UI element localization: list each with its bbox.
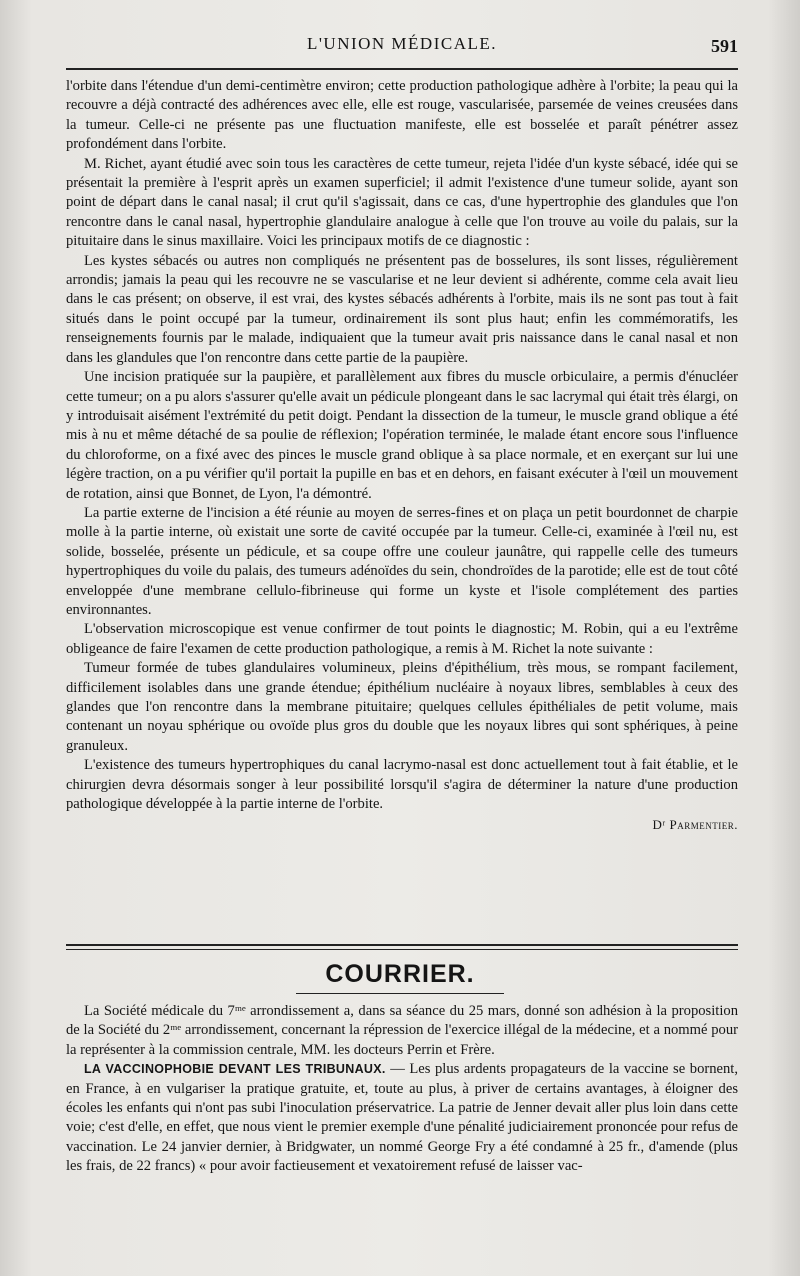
article-paragraph-5: La partie externe de l'incision a été réunie au moyen de serres-fines et on plaça un petit bourdonnet de charpie molle à la partie interne, où existait une sorte de cavité occupée par la tumeur. Celle-ci, examinée à l'œil nu, est solide, bosselée, présente un pédicule, et sa coupe offre une couleur jaunâtre, qui rappelle celle des tumeurs hypertrophiques du voile du palais, des tumeurs adénoïdes du sein, chondroïdes de la parotide; elle est de tout côté enveloppée d'une membrane cellulo-fibrineuse qui forme un kyste et l'isole complétement des parties environnantes. [66,504,738,618]
page-number: 591 [711,36,738,56]
article-paragraph-3: Les kystes sébacés ou autres non compliqués ne présentent pas de bosselures, ils sont lisses, régulièrement arrondis; jamais la peau qui les recouvre ne se vascularise et ne leur devient si adhérente, comme cela avait lieu dans le cas présent; on observe, il est vrai, des kystes sébacés adhérents à l'orbite, mais ils ne sont pas tout à fait situés dans le point occupé par la tumeur, ordinairement ils sont plus haut; enfin les commémoratifs, les renseignements fournis par le malade, indiquaient que la tumeur avait pris naissance dans le canal nasal et non dans les glandules que l'on rencontre dans cette partie de la paupière. [66,252,738,366]
journal-title: L'UNION MÉDICALE. [306,34,498,53]
section-title: COURRIER. [325,960,475,988]
courrier-paragraph-2-text: — Les plus ardents propagateurs de la vaccine se bornent, en France, à en vulgariser la pratique gratuite, et, toute au plus, à priver de certains avantages, à éloigner des écoles les enfants qui n'ont pas subi l'inoculation préservatrice. La patrie de Jenner devait aller plus loin dans cette voie; c'est d'elle, en effet, que nous vient le premier exemple d'une pénalité judiciairement prononcée pour refus de vaccination. Le 24 janvier dernier, à Bridgwater, un nommé George Fry a été condamné à 25 fr., d'amende (plus les frais, de 22 francs) « pour avoir factieusement et vexatoirement refusé de laisser vac- [66,1061,738,1175]
courrier-lead-heading: LA VACCINOPHOBIE DEVANT LES TRIBUNAUX. [84,1062,386,1077]
article-paragraph-8: L'existence des tumeurs hypertrophiques du canal lacrymo-nasal est donc actuellement tout à fait établie, et le chirurgien devra désormais songer à leur possibilité lorsqu'il s'agira de déterminer la nature d'une production pathologique développée à la partie interne de l'orbite. [66,757,738,813]
article-paragraph-1: l'orbite dans l'étendue d'un demi-centimètre environ; cette production pathologique adhère à l'orbite; la peau qui la recouvre a déjà contracté des adhérences avec elle, elle est rouge, vascularisée, parsemée de veines creusées dans la tumeur. Celle-ci ne présente pas une fluctuation manifeste, elle est bosselée et paraît pénétrer assez profondément dans l'orbite. [66,78,738,153]
title-underline [296,993,504,994]
article-body [66,77,738,835]
section-double-rule [66,944,738,950]
microscopy-note: Tumeur formée de tubes glandulaires volumineux, pleins d'épithélium, très mous, se rompant facilement, difficilement isolables dans une grande étendue; épithélium nucléaire à noyaux libres, semblables à ceux des glandes que l'on rencontre dans la membrane pituitaire; quelques cellules épithéliales de petit volume, mais contenant un noyau sphérique ou ovoïde plus gros du double que les noyaux libres qui sont sphériques, à peine granuleux. [66,660,738,754]
article-paragraph-4: Une incision pratiquée sur la paupière, et parallèlement aux fibres du muscle orbiculaire, a permis d'énucléer cette tumeur; on a pu alors s'assurer qu'elle avait un pédicule plongeant dans le sac lacrymal qui était très élargi, on y introduisait aisément l'extrémité du petit doigt. Pendant la dissection de la tumeur, le muscle grand oblique a été mis à nu et même détaché de sa poulie de réflexion; l'opération terminée, le malade étant encore sous l'influence du chloroforme, on a fixé avec des pinces le muscle grand oblique à sa place normale, et en exerçant sur lui une légère traction, on a pu vérifier qu'il portait la pupille en bas et en dehors, en faisant exécuter à l'œil un mouvement de rotation, ainsi que Bonnet, de Lyon, l'a démontré. [66,369,738,502]
courrier-paragraph-2 [66,1060,738,1176]
article-paragraph-2: M. Richet, ayant étudié avec soin tous les caractères de cette tumeur, rejeta l'idée d'un kyste sébacé, idée qui se présentait la première à l'esprit après un examen superficiel; il admit l'existence d'une tumeur solide, ayant son point de départ dans le canal nasal; il crut qu'il s'agissait, dans ce cas, d'une hypertrophie des glandules que l'on rencontre dans le canal nasal, hypertrophie glandulaire analogue à celle que l'on trouve au voile du palais, sur la pituitaire dans le sinus maxillaire. Voici les principaux motifs de ce diagnostic : [66,155,738,250]
article-paragraph-6: L'observation microscopique est venue confirmer de tout points le diagnostic; M. Robin, qui a eu l'extrême obligeance de faire l'examen de cette production pathologique, a remis à M. Richet la note suivante : [66,621,738,657]
courrier-paragraph-1: La Société médicale du 7ᵐᵉ arrondissement a, dans sa séance du 25 mars, donné son adhésion à la proposition de la Société du 2ᵐᵉ arrondissement, concernant la répression de l'exercice illégal de la médecine, et a nommé pour la représenter à la commission centrale, MM. les docteurs Perrin et Frère. [66,1003,738,1058]
author-name: Dʳ Parmentier. [652,817,738,833]
author-signature [66,815,738,834]
header-rule [66,68,738,70]
courrier-body [66,1002,738,1177]
page-header [66,30,738,60]
